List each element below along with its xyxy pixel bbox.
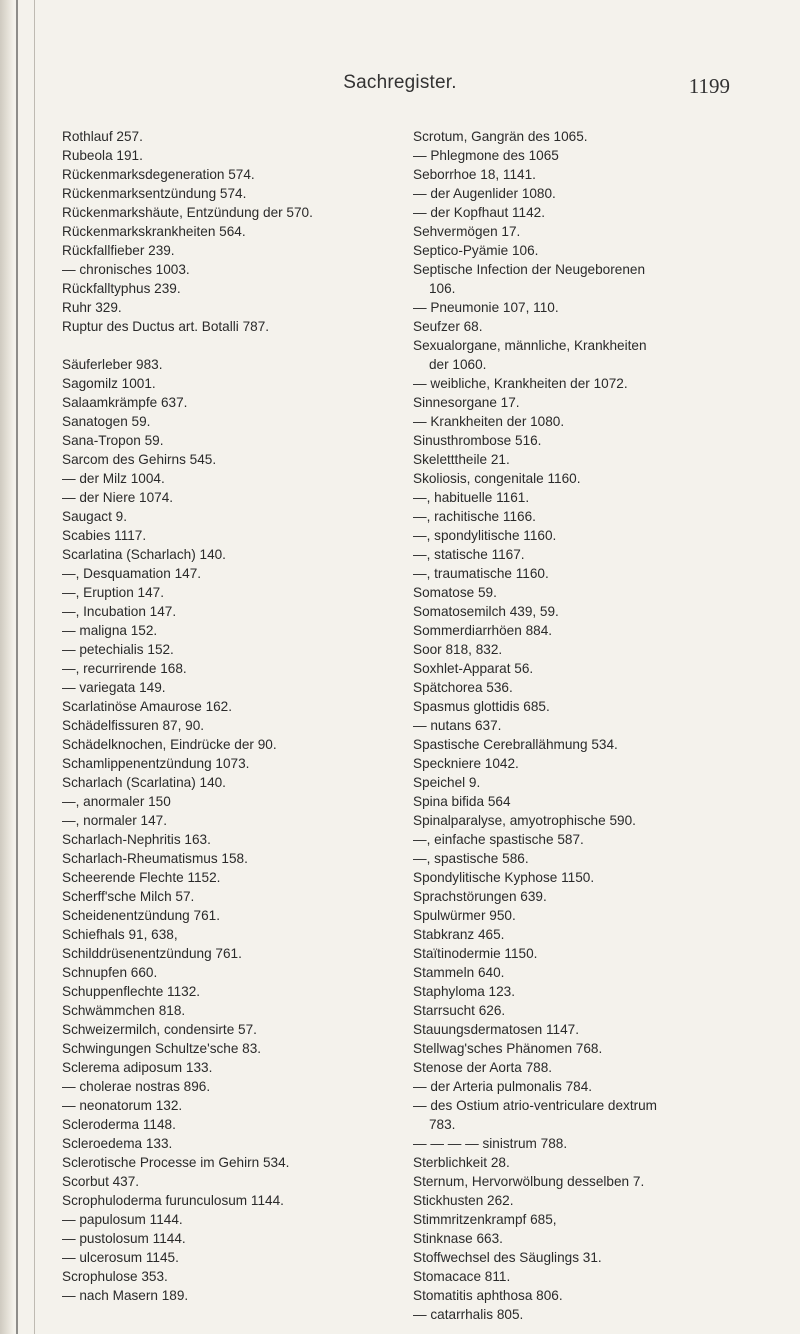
index-entry: Scorbut 437. <box>62 1174 140 1189</box>
index-entry: —, Desquamation 147. <box>62 566 202 581</box>
index-entry: Soor 818, 832. <box>413 642 503 657</box>
index-entry: Seborrhoe 18, 1141. <box>413 167 536 182</box>
index-entry: Schiefhals 91, 638, <box>62 927 178 942</box>
index-entry: —, anormaler 150 <box>62 794 171 809</box>
index-entry: Sommerdiarrhöen 884. <box>413 623 553 638</box>
index-entry: Sterblichkeit 28. <box>413 1155 510 1170</box>
index-entry: Schilddrüsenentzündung 761. <box>62 946 242 961</box>
index-entry: —, traumatische 1160. <box>413 566 549 581</box>
index-entry: — der Milz 1004. <box>62 471 165 486</box>
section-gap <box>62 336 392 355</box>
index-entry: — variegata 149. <box>62 680 166 695</box>
index-entry: Staphyloma 123. <box>413 984 516 999</box>
index-entry: Somatose 59. <box>413 585 497 600</box>
index-entry: Scarlatina (Scharlach) 140. <box>62 547 226 562</box>
index-entry: Scharlach (Scarlatina) 140. <box>62 775 226 790</box>
index-entry: Rückenmarksdegeneration 574. <box>62 167 255 182</box>
index-entry: Ruptur des Ductus art. Botalli 787. <box>62 319 270 334</box>
binding-line <box>16 0 18 1334</box>
index-entry: Schwämmchen 818. <box>62 1003 186 1018</box>
index-entry: Scheidenentzündung 761. <box>62 908 220 923</box>
index-entry: Sinusthrombose 516. <box>413 433 542 448</box>
index-entry: — pustolosum 1144. <box>62 1231 186 1246</box>
index-entry: Rückenmarksentzündung 574. <box>62 186 247 201</box>
index-entry: —, spondylitische 1160. <box>413 528 557 543</box>
index-entry: Schnupfen 660. <box>62 965 158 980</box>
index-entry: Stomacace 811. <box>413 1269 511 1284</box>
index-entry: — chronisches 1003. <box>62 262 190 277</box>
index-entry: Sprachstörungen 639. <box>413 889 547 904</box>
index-entry: Sexualorgane, männliche, Krankheiten <box>413 338 647 353</box>
index-entry: Stauungsdermatosen 1147. <box>413 1022 580 1037</box>
index-column-right <box>413 127 773 1324</box>
index-entry: Sanatogen 59. <box>62 414 151 429</box>
index-entry: Scleroderma 1148. <box>62 1117 176 1132</box>
index-entry: Stenose der Aorta 788. <box>413 1060 553 1075</box>
index-entry: Sehvermögen 17. <box>413 224 521 239</box>
index-entry: —, einfache spastische 587. <box>413 832 584 847</box>
index-entry: Stinknase 663. <box>413 1231 503 1246</box>
index-entry: Spulwürmer 950. <box>413 908 516 923</box>
index-entry: der 1060. <box>429 357 487 372</box>
index-entry: Sana-Tropon 59. <box>62 433 164 448</box>
index-entry: — Phlegmone des 1065 <box>413 148 559 163</box>
index-entry: Stellwag'sches Phänomen 768. <box>413 1041 603 1056</box>
index-entry: — petechialis 152. <box>62 642 174 657</box>
index-entry: — der Arteria pulmonalis 784. <box>413 1079 593 1094</box>
index-entry: —, Incubation 147. <box>62 604 177 619</box>
index-entry: Starrsucht 626. <box>413 1003 506 1018</box>
index-entry: —, Eruption 147. <box>62 585 165 600</box>
index-entry: Spätchorea 536. <box>413 680 513 695</box>
index-entry: Stickhusten 262. <box>413 1193 514 1208</box>
index-entry: Scrotum, Gangrän des 1065. <box>413 129 588 144</box>
index-entry: Seufzer 68. <box>413 319 483 334</box>
index-entry: Sclerotische Processe im Gehirn 534. <box>62 1155 290 1170</box>
index-entry: —, habituelle 1161. <box>413 490 530 505</box>
index-entry: Scherff'sche Milch 57. <box>62 889 195 904</box>
index-entry: Schädelknochen, Eindrücke der 90. <box>62 737 277 752</box>
index-entry: Speckniere 1042. <box>413 756 519 771</box>
index-entry: Spondylitische Kyphose 1150. <box>413 870 595 885</box>
index-entry: Schwingungen Schultze'sche 83. <box>62 1041 262 1056</box>
index-entry: — cholerae nostras 896. <box>62 1079 211 1094</box>
index-entry: — des Ostium atrio-ventriculare dextrum <box>413 1098 658 1113</box>
index-entry: 783. <box>429 1117 456 1132</box>
index-entry: Skeletttheile 21. <box>413 452 510 467</box>
index-entry: Salaamkrämpfe 637. <box>62 395 188 410</box>
index-entry: — ulcerosum 1145. <box>62 1250 179 1265</box>
index-entry: — der Kopfhaut 1142. <box>413 205 546 220</box>
index-entry: Stabkranz 465. <box>413 927 505 942</box>
index-entry: Septico-Pyämie 106. <box>413 243 539 258</box>
index-entry: Skoliosis, congenitale 1160. <box>413 471 581 486</box>
index-entry: —, spastische 586. <box>413 851 529 866</box>
index-entry: Sternum, Hervorwölbung desselben 7. <box>413 1174 645 1189</box>
index-entry: Staïtinodermie 1150. <box>413 946 538 961</box>
index-entry: Schuppenflechte 1132. <box>62 984 201 999</box>
index-entry: Schamlippenentzündung 1073. <box>62 756 250 771</box>
index-entry: Spina bifida 564 <box>413 794 511 809</box>
index-entry: Ruhr 329. <box>62 300 122 315</box>
index-entry: Saugact 9. <box>62 509 127 524</box>
index-column-left <box>62 127 392 1305</box>
index-entry: —, recurrirende 168. <box>62 661 187 676</box>
index-entry: Schädelfissuren 87, 90. <box>62 718 205 733</box>
index-entry: — weibliche, Krankheiten der 1072. <box>413 376 628 391</box>
index-entry: Sinnesorgane 17. <box>413 395 520 410</box>
index-entry: —, statische 1167. <box>413 547 525 562</box>
index-entry: Scharlach-Rheumatismus 158. <box>62 851 248 866</box>
index-entry: Scabies 1117. <box>62 528 147 543</box>
index-entry: — neonatorum 132. <box>62 1098 183 1113</box>
index-entry: — papulosum 1144. <box>62 1212 183 1227</box>
index-entry: — der Augenlider 1080. <box>413 186 556 201</box>
page-binding-edge <box>0 0 14 1334</box>
index-entry: Spasmus glottidis 685. <box>413 699 550 714</box>
page-number: 1199 <box>688 74 730 98</box>
index-entry: — maligna 152. <box>62 623 158 638</box>
index-entry: Septische Infection der Neugeborenen <box>413 262 646 277</box>
index-entry: Stomatitis aphthosa 806. <box>413 1288 563 1303</box>
index-entry: Scharlach-Nephritis 163. <box>62 832 211 847</box>
index-entry: Scarlatinöse Amaurose 162. <box>62 699 233 714</box>
index-entry: Rubeola 191. <box>62 148 143 163</box>
index-entry: Scrophulose 353. <box>62 1269 168 1284</box>
index-entry: Sarcom des Gehirns 545. <box>62 452 217 467</box>
index-entry: — der Niere 1074. <box>62 490 174 505</box>
index-entry: Soxhlet-Apparat 56. <box>413 661 534 676</box>
index-entry: Stimmritzenkrampf 685, <box>413 1212 557 1227</box>
index-entry: — — — — sinistrum 788. <box>413 1136 568 1151</box>
index-entry: Scleroedema 133. <box>62 1136 173 1151</box>
page-title: Sachregister. <box>343 72 457 93</box>
index-entry: Spastische Cerebrallähmung 534. <box>413 737 618 752</box>
index-entry: Scrophuloderma furunculosum 1144. <box>62 1193 284 1208</box>
index-entry: Stoffwechsel des Säuglings 31. <box>413 1250 602 1265</box>
index-entry: Somatosemilch 439, 59. <box>413 604 559 619</box>
index-entry: — catarrhalis 805. <box>413 1307 524 1322</box>
index-entry: Spinalparalyse, amyotrophische 590. <box>413 813 636 828</box>
index-entry: Speichel 9. <box>413 775 481 790</box>
index-entry: Schweizermilch, condensirte 57. <box>62 1022 257 1037</box>
index-entry: Rückenmarkskrankheiten 564. <box>62 224 246 239</box>
index-entry: Sagomilz 1001. <box>62 376 156 391</box>
index-entry: Rückfalltyphus 239. <box>62 281 181 296</box>
index-entry: Rückfallfieber 239. <box>62 243 175 258</box>
index-entry: — Krankheiten der 1080. <box>413 414 565 429</box>
index-entry: — nutans 637. <box>413 718 502 733</box>
index-entry: Säuferleber 983. <box>62 357 163 372</box>
binding-line-inner <box>34 0 35 1334</box>
index-entry: —, normaler 147. <box>62 813 168 828</box>
index-entry: Rückenmarkshäute, Entzündung der 570. <box>62 205 313 220</box>
index-entry: —, rachitische 1166. <box>413 509 536 524</box>
index-entry: Sclerema adiposum 133. <box>62 1060 213 1075</box>
index-entry: Stammeln 640. <box>413 965 505 980</box>
index-entry: 106. <box>429 281 456 296</box>
index-entry: — Pneumonie 107, 110. <box>413 300 559 315</box>
index-entry: Rothlauf 257. <box>62 129 143 144</box>
index-entry: Scheerende Flechte 1152. <box>62 870 221 885</box>
index-entry: — nach Masern 189. <box>62 1288 189 1303</box>
